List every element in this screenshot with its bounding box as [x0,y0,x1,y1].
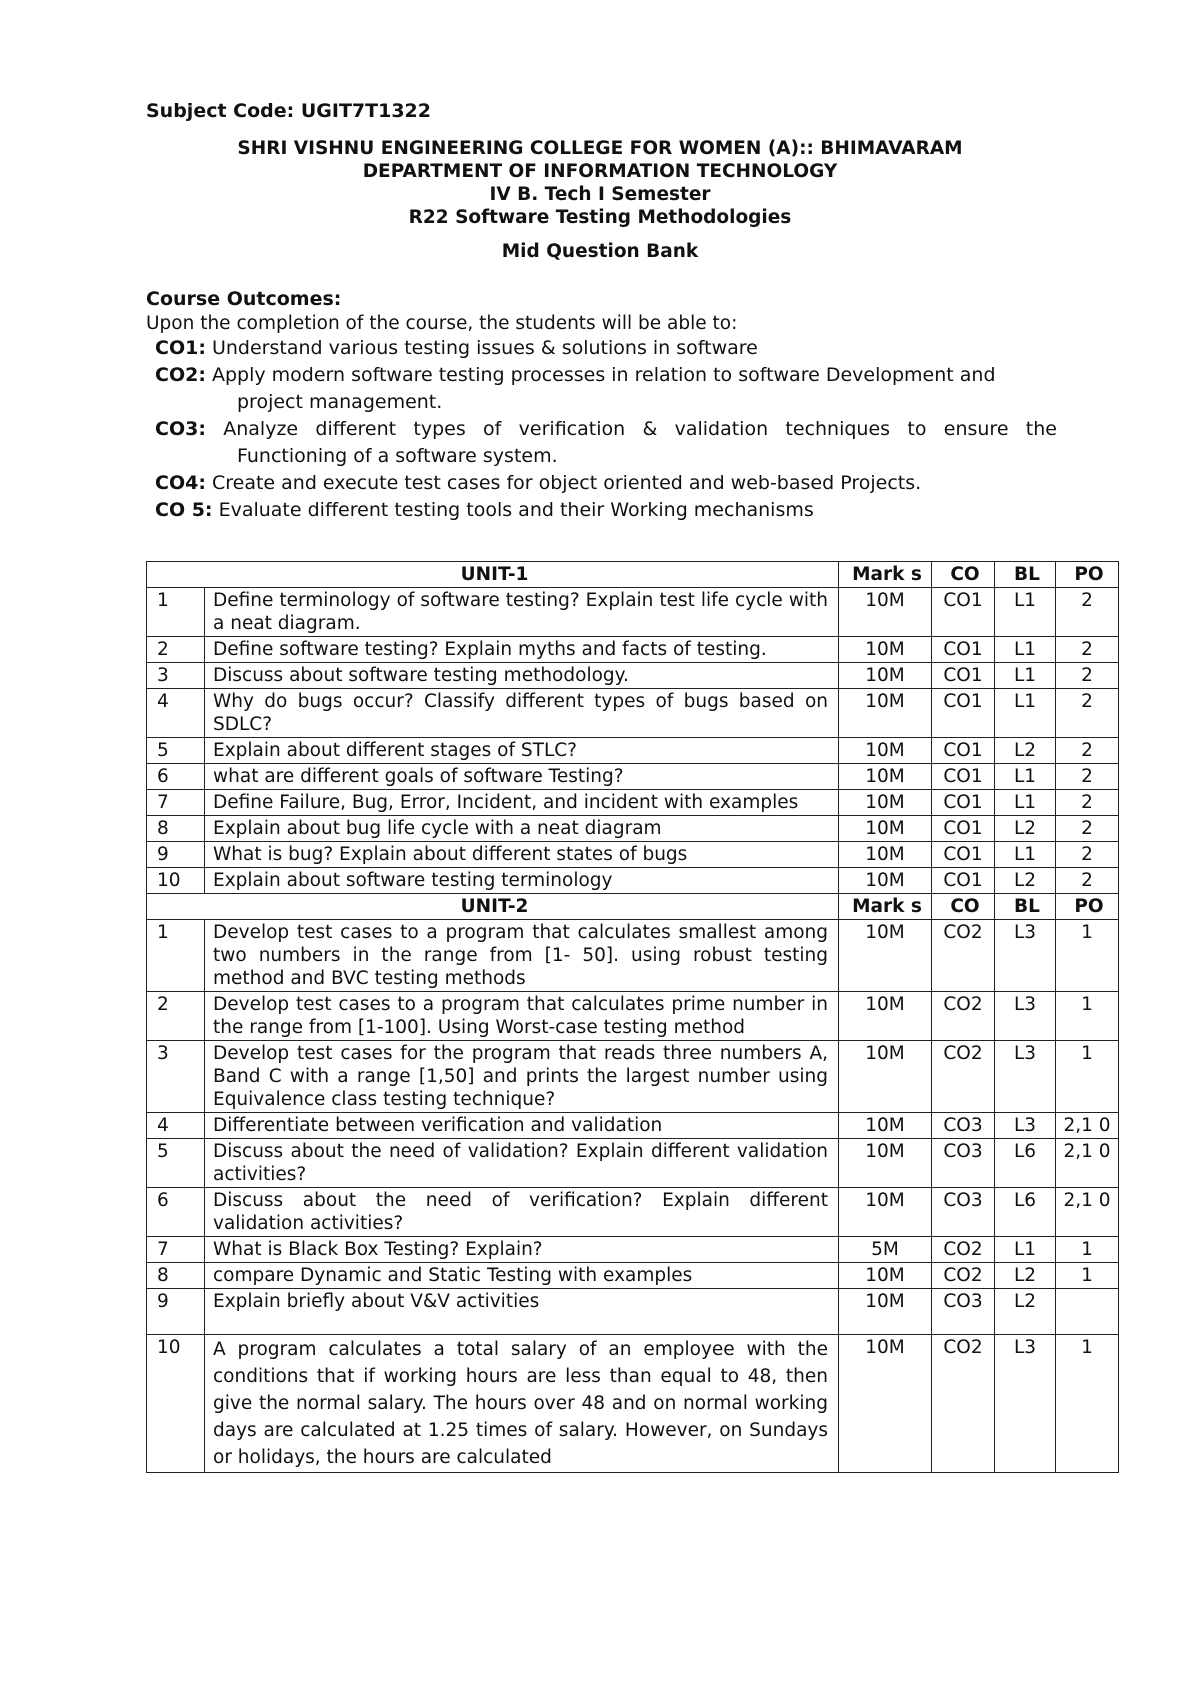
question-co: CO1 [932,588,995,637]
question-po: 1 [1056,1237,1119,1263]
question-marks: 10M [839,816,932,842]
question-co: CO2 [932,1335,995,1473]
question-bl: L1 [995,689,1056,738]
question-bl: L2 [995,868,1056,894]
question-bl: L1 [995,1237,1056,1263]
question-row [147,738,1119,764]
question-po: 2 [1056,764,1119,790]
co-column-header: CO [932,894,995,920]
outcome-code: CO4: [155,472,206,494]
question-co: CO1 [932,816,995,842]
question-text: Differentiate between verification and validation [205,1113,839,1139]
question-number: 7 [147,790,205,816]
question-number: 5 [147,738,205,764]
question-text: Define Failure, Bug, Error, Incident, and incident with examples [205,790,839,816]
document-title: Mid Question Bank [501,241,699,262]
question-bl: L3 [995,992,1056,1041]
question-number: 8 [147,816,205,842]
question-bank-table [146,561,1119,1473]
question-co: CO2 [932,920,995,992]
question-marks: 10M [839,868,932,894]
question-bl: L6 [995,1139,1056,1188]
question-number: 9 [147,842,205,868]
question-co: CO3 [932,1139,995,1188]
question-row [147,1289,1119,1335]
question-po: 2 [1056,689,1119,738]
question-co: CO3 [932,1113,995,1139]
question-co: CO1 [932,842,995,868]
question-bl: L1 [995,764,1056,790]
question-number: 3 [147,1041,205,1113]
question-po: 2 [1056,868,1119,894]
marks-column-header: Mark s [839,562,932,588]
question-row [147,868,1119,894]
question-marks: 10M [839,637,932,663]
question-bl: L3 [995,1335,1056,1473]
question-po: 1 [1056,1263,1119,1289]
question-co: CO1 [932,790,995,816]
question-marks: 10M [839,790,932,816]
question-text: Discuss about software testing methodology. [205,663,839,689]
question-text: A program calculates a total salary of an employee with the conditions that if working hours are less than equal to 48, then give the normal salary. The hours over 48 and on normal working days are calculated at 1.25 times of salary. However, on Sundays or holidays, the hours are calculated [205,1335,839,1473]
question-row [147,689,1119,738]
question-number: 2 [147,992,205,1041]
question-po: 2,1 0 [1056,1113,1119,1139]
question-number: 6 [147,764,205,790]
question-text: Why do bugs occur? Classify different types of bugs based on SDLC? [205,689,839,738]
question-co: CO2 [932,992,995,1041]
question-number: 4 [147,689,205,738]
course-outcomes-intro: Upon the completion of the course, the students will be able to: [146,313,738,334]
question-row [147,764,1119,790]
bl-column-header: BL [995,562,1056,588]
question-marks: 10M [839,1289,932,1335]
question-bl: L1 [995,588,1056,637]
question-marks: 10M [839,992,932,1041]
question-co: CO1 [932,637,995,663]
question-marks: 10M [839,689,932,738]
question-number: 8 [147,1263,205,1289]
course-outcome-item [155,470,1057,497]
po-column-header: PO [1056,562,1119,588]
question-po: 2 [1056,663,1119,689]
question-marks: 10M [839,1139,932,1188]
question-bl: L2 [995,816,1056,842]
course-outcome-item [155,335,1057,362]
question-po: 2 [1056,790,1119,816]
question-bl: L3 [995,920,1056,992]
question-bl: L6 [995,1188,1056,1237]
question-number: 2 [147,637,205,663]
question-po: 2,1 0 [1056,1139,1119,1188]
question-row [147,816,1119,842]
bl-column-header: BL [995,894,1056,920]
question-text: Define software testing? Explain myths and facts of testing. [205,637,839,663]
course-outcome-item [155,362,1057,416]
question-number: 1 [147,588,205,637]
question-number: 3 [147,663,205,689]
question-marks: 10M [839,764,932,790]
question-text: Discuss about the need of validation? Explain different validation activities? [205,1139,839,1188]
question-row [147,920,1119,992]
question-marks: 10M [839,1263,932,1289]
question-po: 2 [1056,588,1119,637]
question-po: 2 [1056,738,1119,764]
question-po: 1 [1056,920,1119,992]
subject-code: Subject Code: UGIT7T1322 [146,100,431,122]
question-po: 2 [1056,637,1119,663]
question-marks: 10M [839,663,932,689]
question-row [147,1263,1119,1289]
question-number: 10 [147,1335,205,1473]
question-text: Explain briefly about V&V activities [205,1289,839,1335]
question-po: 1 [1056,1335,1119,1473]
question-text: Develop test cases for the program that reads three numbers A, Band C with a range [1,50] and prints the largest number using Equivalence class testing technique? [205,1041,839,1113]
question-row [147,637,1119,663]
question-row [147,790,1119,816]
question-text: Define terminology of software testing? Explain test life cycle with a neat diagram. [205,588,839,637]
question-marks: 10M [839,1335,932,1473]
question-number: 9 [147,1289,205,1335]
outcome-code: CO2: [155,364,206,386]
question-co: CO1 [932,689,995,738]
question-text: What is bug? Explain about different states of bugs [205,842,839,868]
question-text: Explain about software testing terminology [205,868,839,894]
question-text: Discuss about the need of verification? Explain different validation activities? [205,1188,839,1237]
question-row [147,663,1119,689]
course-outcomes-heading: Course Outcomes: [146,288,342,310]
question-number: 10 [147,868,205,894]
question-row [147,1041,1119,1113]
outcome-code: CO 5: [155,499,213,521]
outcome-text: Apply modern software testing processes in relation to software Development and [211,364,996,386]
co-column-header: CO [932,562,995,588]
semester-label: IV B. Tech I Semester [489,184,711,205]
unit-header-row [147,894,1119,920]
outcome-text: Create and execute test cases for object oriented and web-based Projects. [211,472,922,494]
question-bl: L3 [995,1113,1056,1139]
outcome-text-continued: project management. [237,391,443,413]
question-row [147,588,1119,637]
question-bl: L1 [995,663,1056,689]
marks-column-header: Mark s [839,894,932,920]
outcome-code: CO1: [155,337,206,359]
question-bl: L2 [995,738,1056,764]
department-name: DEPARTMENT OF INFORMATION TECHNOLOGY [362,161,838,182]
outcome-text: Understand various testing issues & solutions in software [211,337,758,359]
question-bl: L1 [995,637,1056,663]
question-row [147,1139,1119,1188]
question-co: CO1 [932,663,995,689]
question-marks: 10M [839,1113,932,1139]
question-po [1056,1289,1119,1335]
question-row [147,1188,1119,1237]
question-marks: 10M [839,842,932,868]
question-row [147,1335,1119,1473]
question-text: compare Dynamic and Static Testing with examples [205,1263,839,1289]
outcome-text: Evaluate different testing tools and their Working mechanisms [218,499,814,521]
question-co: CO2 [932,1237,995,1263]
course-name: R22 Software Testing Methodologies [408,207,792,228]
outcome-text-continued: Functioning of a software system. [237,445,558,467]
question-po: 1 [1056,1041,1119,1113]
question-bl: L2 [995,1263,1056,1289]
question-co: CO1 [932,868,995,894]
unit-title: UNIT-2 [147,894,839,920]
question-row [147,1113,1119,1139]
question-po: 2,1 0 [1056,1188,1119,1237]
unit-title: UNIT-1 [147,562,839,588]
question-marks: 10M [839,920,932,992]
question-marks: 10M [839,738,932,764]
question-number: 7 [147,1237,205,1263]
question-co: CO3 [932,1289,995,1335]
question-text: Develop test cases to a program that calculates smallest among two numbers in the range from [1- 50]. using robust testing method and BVC testing methods [205,920,839,992]
question-po: 1 [1056,992,1119,1041]
unit-header-row [147,562,1119,588]
question-marks: 5M [839,1237,932,1263]
question-number: 4 [147,1113,205,1139]
question-po: 2 [1056,842,1119,868]
question-row [147,992,1119,1041]
course-outcome-item [155,416,1057,470]
question-text: What is Black Box Testing? Explain? [205,1237,839,1263]
question-bl: L2 [995,1289,1056,1335]
question-co: CO3 [932,1188,995,1237]
question-number: 6 [147,1188,205,1237]
course-outcome-item [155,497,1057,524]
question-co: CO1 [932,738,995,764]
outcome-text: Analyze different types of verification & validation techniques to ensure the [223,418,1057,440]
question-co: CO2 [932,1041,995,1113]
po-column-header: PO [1056,894,1119,920]
question-text: Develop test cases to a program that calculates prime number in the range from [1-100]. Using Worst-case testing method [205,992,839,1041]
question-text: Explain about bug life cycle with a neat diagram [205,816,839,842]
question-po: 2 [1056,816,1119,842]
question-number: 5 [147,1139,205,1188]
question-bl: L3 [995,1041,1056,1113]
question-number: 1 [147,920,205,992]
college-name: SHRI VISHNU ENGINEERING COLLEGE FOR WOMEN (A):: BHIMAVARAM [237,138,963,159]
question-row [147,842,1119,868]
question-marks: 10M [839,1188,932,1237]
question-bl: L1 [995,790,1056,816]
question-row [147,1237,1119,1263]
question-marks: 10M [839,1041,932,1113]
question-text: Explain about different stages of STLC? [205,738,839,764]
question-co: CO2 [932,1263,995,1289]
question-bl: L1 [995,842,1056,868]
question-marks: 10M [839,588,932,637]
question-text: what are different goals of software Testing? [205,764,839,790]
outcome-code: CO3: [155,418,206,440]
question-co: CO1 [932,764,995,790]
